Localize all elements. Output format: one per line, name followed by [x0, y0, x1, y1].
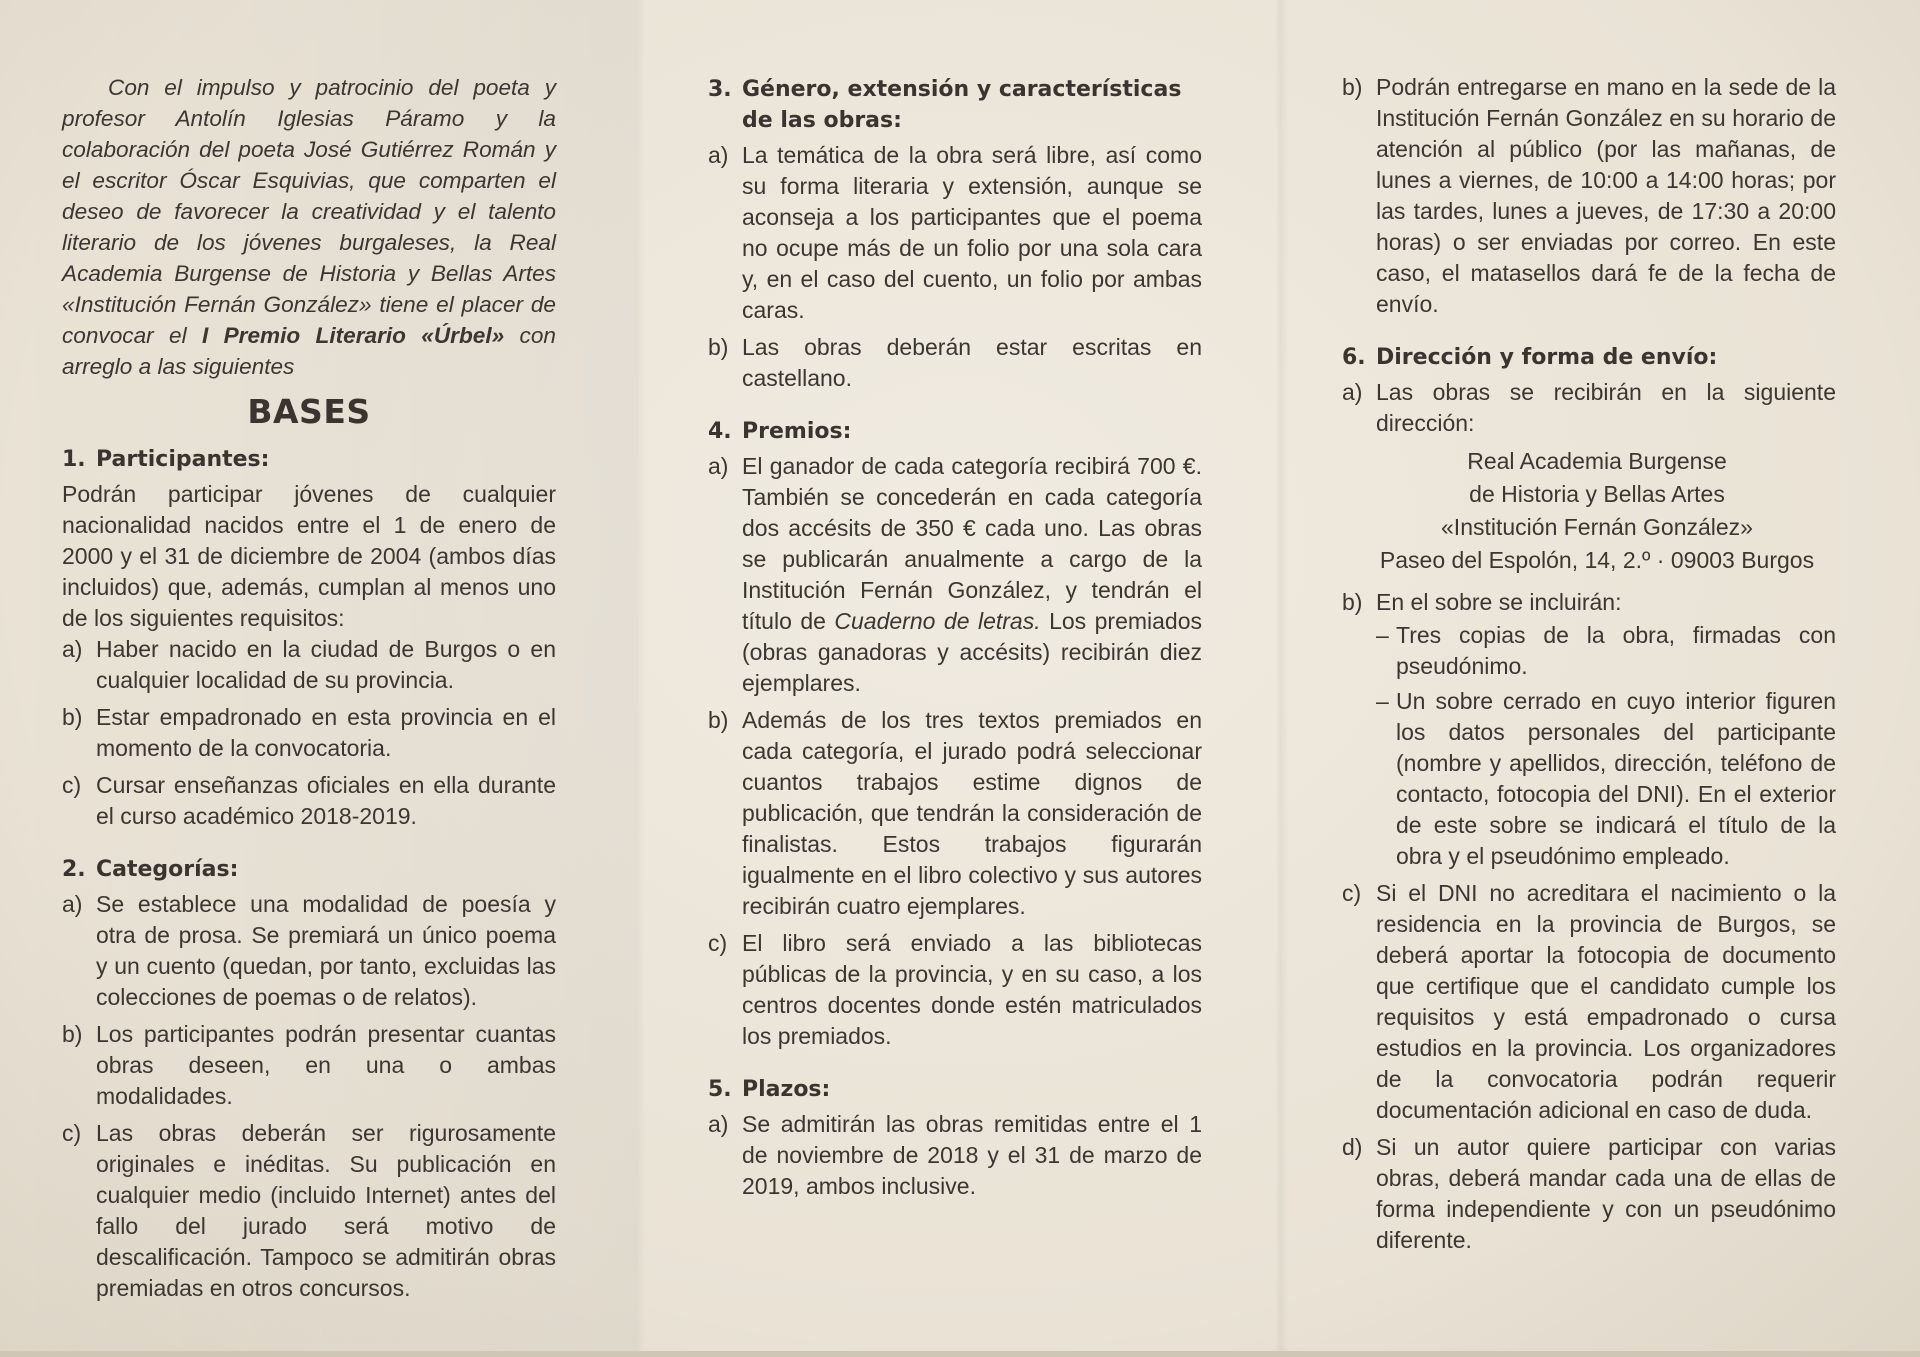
intro-paragraph [62, 72, 556, 382]
bases-title: BASES [247, 392, 371, 431]
item-text: El libro será enviado a las bibliotecas públicas de la provincia, y en su caso, a los centros docentes donde estén matriculados los premiados. [742, 930, 1202, 1049]
list-item [1342, 587, 1836, 618]
section-title: Plazos: [742, 1077, 831, 1102]
list-item [708, 332, 1202, 394]
section-title: Género, extensión y características [742, 77, 1182, 102]
section-number: 3. [708, 77, 732, 102]
item-label: a) [62, 891, 83, 917]
section-number: 1. [62, 447, 86, 472]
item-text: En el sobre se incluirán: [1376, 589, 1622, 615]
postal-address [1342, 445, 1836, 577]
item-text: Los participantes podrán presentar cuantas obras deseen, en una o ambas modalidades. [96, 1021, 556, 1109]
item-text: La temática de la obra será libre, así como su forma literaria y extensión, aunque se aconseja a los participantes que el poema no ocupe más de un folio por una sola cara y, en el caso del cuento, un folio por ambas caras. [742, 142, 1202, 323]
section-heading-direccion [1342, 342, 1836, 373]
list-item [1342, 878, 1836, 1126]
item-label: d) [1342, 1134, 1363, 1160]
section-number: 4. [708, 419, 732, 444]
list-item [708, 705, 1202, 922]
section-title-continued: de las obras: [742, 108, 902, 133]
dash-item [1342, 620, 1836, 682]
item-text: Se establece una modalidad de poesía y otra de prosa. Se premiará un único poema y un cuento (quedan, por tanto, excluidas las colecciones de poemas o de relatos). [96, 891, 556, 1010]
dash-text: Un sobre cerrado en cuyo interior figuren los datos personales del participante (nombre y apellidos, dirección, teléfono de contacto, fotocopia del DNI). En el exterior de este sobre se indicará el título de la obra y el pseudónimo empleado. [1396, 688, 1836, 869]
item-text: Podrán entregarse en mano en la sede de la Institución Fernán González en su horario de atención al público (por las mañanas, de lunes a viernes, de 10:00 a 14:00 horas; por las tardes, lunes a jueves, de 17:30 a 20:00 horas) o ser enviadas por correo. En este caso, el matasellos dará fe de la fecha de envío. [1376, 74, 1836, 317]
item-label: c) [1342, 880, 1362, 906]
section-number: 6. [1342, 345, 1366, 370]
item-label: b) [708, 707, 729, 733]
section-heading-genero [708, 74, 1202, 136]
intro-text-end: con arreglo a las siguientes [62, 323, 556, 379]
list-item [62, 702, 556, 764]
item-text-end: Los premiados (obras ganadoras y accésits) recibirán diez ejemplares. [742, 608, 1203, 696]
item-label: c) [708, 930, 728, 956]
dash-text: Tres copias de la obra, firmadas con pseudónimo. [1396, 622, 1836, 679]
dash-bullet: – [1376, 622, 1389, 648]
list-item [708, 1109, 1202, 1202]
list-item [708, 928, 1202, 1052]
item-label: c) [62, 772, 82, 798]
item-label: b) [1342, 589, 1363, 615]
item-text: Estar empadronado en esta provincia en el momento de la convocatoria. [96, 704, 556, 761]
item-text: Si un autor quiere participar con varias obras, deberá mandar cada una de ellas de forma independiente y con un pseudónimo diferente. [1376, 1134, 1836, 1253]
item-text: Las obras deberán estar escritas en castellano. [742, 334, 1202, 391]
item-label: a) [708, 142, 729, 168]
intro-text: Con el impulso y patrocinio del poeta y profesor Antolín Iglesias Páramo y la colaboración del poeta José Gutiérrez Román y el escritor Óscar Esquivias, que comparten el deseo de favorecer la creatividad y el talento literario de los jóvenes burgaleses, la Real Academia Burgense de Historia y Bellas Artes «Institución Fernán González» tiene el placer de convocar el [62, 75, 556, 348]
item-label: b) [708, 334, 729, 360]
list-item [62, 1118, 556, 1304]
list-item [1342, 72, 1836, 320]
list-item [1342, 377, 1836, 439]
section-heading-plazos [708, 1074, 1202, 1105]
section-title: Premios: [742, 419, 852, 444]
item-label: b) [62, 704, 83, 730]
column-right [1342, 72, 1836, 1262]
list-item [62, 770, 556, 832]
list-item [62, 1019, 556, 1112]
section-heading-participantes [62, 444, 556, 475]
item-label: a) [1342, 379, 1363, 405]
list-item [708, 451, 1202, 699]
item-text: Además de los tres textos premiados en cada categoría, el jurado podrá seleccionar cuantos trabajos estime dignos de publicación, que tendrán la consideración de finalistas. Estos trabajos figurarán igualmente en el libro colectivo y sus autores recibirán cuatro ejemplares. [742, 707, 1202, 919]
list-item [62, 634, 556, 696]
address-line: Real Academia Burgense [1467, 448, 1727, 474]
item-text: Las obras se recibirán en la siguiente dirección: [1376, 379, 1836, 436]
item-label: a) [708, 1111, 729, 1137]
item-label: a) [62, 636, 83, 662]
address-line: «Institución Fernán González» [1441, 514, 1753, 540]
award-name: I Premio Literario «Úrbel» [201, 323, 505, 348]
publication-title: Cuaderno de letras. [834, 608, 1041, 634]
participantes-body: Podrán participar jóvenes de cualquier nacionalidad nacidos entre el 1 de enero de 2000 y el 31 de diciembre de 2004 (ambos días incluidos) que, además, cumplan al menos uno de los siguientes requisitos: [62, 481, 556, 631]
list-item [62, 889, 556, 1013]
list-item [1342, 1132, 1836, 1256]
section-heading-categorias [62, 854, 556, 885]
item-text: Si el DNI no acreditara el nacimiento o la residencia en la provincia de Burgos, se deberá aportar la fotocopia de documento que certifique que el candidato cumple los requisitos y está empadronado o cursa estudios en la provincia. Los organizadores de la convocatoria podrán requerir documentación adicional en caso de duda. [1376, 880, 1836, 1123]
item-text: Haber nacido en la ciudad de Burgos o en cualquier localidad de su provincia. [96, 636, 556, 693]
list-item [708, 140, 1202, 326]
address-line: de Historia y Bellas Artes [1469, 481, 1725, 507]
dash-item [1342, 686, 1836, 872]
column-middle [708, 74, 1202, 1208]
address-line: Paseo del Espolón, 14, 2.º · 09003 Burgos [1379, 547, 1815, 573]
section-heading-premios [708, 416, 1202, 447]
item-text: Cursar enseñanzas oficiales en ella durante el curso académico 2018-2019. [96, 772, 556, 829]
dash-bullet: – [1376, 688, 1389, 714]
section-number: 2. [62, 857, 86, 882]
section-title: Participantes: [96, 447, 270, 472]
item-text: Se admitirán las obras remitidas entre el 1 de noviembre de 2018 y el 31 de marzo de 2019, ambos inclusive. [742, 1111, 1202, 1199]
item-label: b) [62, 1021, 83, 1047]
item-text: Las obras deberán ser rigurosamente originales e inéditas. Su publicación en cualquier medio (incluido Internet) antes del fallo del jurado será motivo de descalificación. Tampoco se admitirán obras premiadas en otros concursos. [96, 1120, 556, 1301]
section-title: Dirección y forma de envío: [1376, 345, 1718, 370]
item-text: El ganador de cada categoría recibirá 700 €. También se concederán en cada categoría dos accésits de 350 € cada uno. Las obras se publicarán anualmente a cargo de la Institución Fernán González, y tendrán el título de [742, 453, 1202, 634]
section-title: Categorías: [96, 857, 239, 882]
item-label: b) [1342, 74, 1363, 100]
section-number: 5. [708, 1077, 732, 1102]
column-left [62, 72, 556, 1310]
item-label: c) [62, 1120, 82, 1146]
item-label: a) [708, 453, 729, 479]
